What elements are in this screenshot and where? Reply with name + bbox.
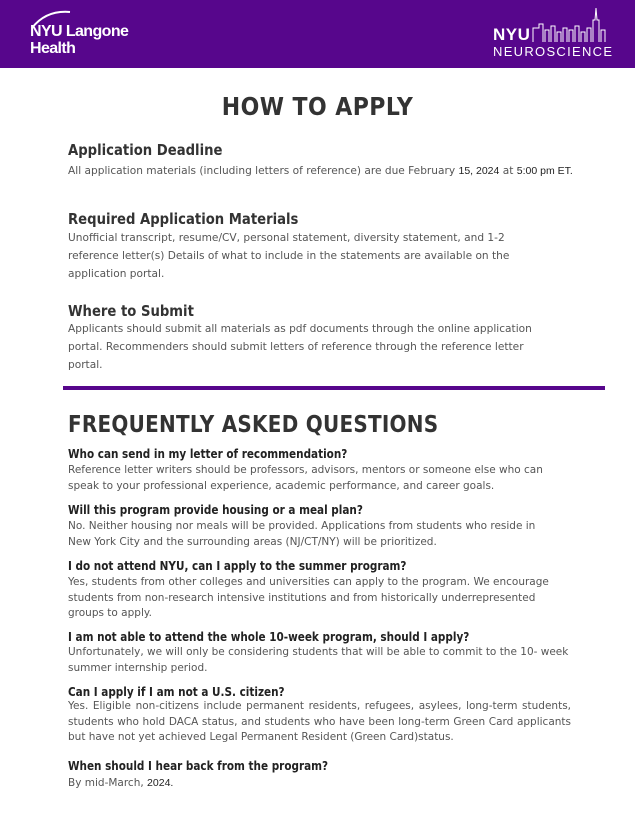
logo-neuroscience-text: NEUROSCIENCE [493,44,614,59]
faq-question-4: I am not able to attend the whole 10-week program, should I apply? [68,630,470,644]
application-deadline-text [68,162,573,180]
deadline-date: 15, 2024 [458,165,500,177]
application-deadline-heading: Application Deadline [68,141,223,159]
faq-answer-5: Yes. Eligible non-citizens include permanent residents, refugees, asylees, long-term students, students who hold DACA status, and students who have been long-term Green Card applicants but have not yet achieved Legal Permanent Resident (Green Card)status. [68,700,571,743]
faq-answer-6-year: 2024. [147,777,174,789]
nyu-neuroscience-logo[interactable] [491,6,613,62]
required-materials-heading: Required Application Materials [68,210,299,228]
where-to-submit-heading: Where to Submit [68,302,194,320]
faq-answer-6 [68,776,568,792]
logo-nyu-text: NYU [493,25,531,44]
faq-answer-3: Yes, students from other colleges and universities can apply to the program. We encourage students from non-research intensive institutions and from historically underrepresented groups to apply. [68,576,549,619]
logo-text-line1: NYU Langone [30,23,129,40]
deadline-time: 5:00 pm ET. [516,165,573,177]
required-materials-text: Unofficial transcript, resume/CV, personal statement, diversity statement, and 1-2 reference letter(s) Details of what to include in the statements are available on the application portal. [68,232,510,280]
faq-question-5: Can I apply if I am not a U.S. citizen? [68,685,285,699]
faq-answer-2: No. Neither housing nor meals will be provided. Applications from students who reside in New York City and the surrounding areas (NJ/CT/NY) will be prioritized. [68,520,536,548]
faq-answer-6-prefix: By mid-March, [68,777,148,789]
faq-question-3: I do not attend NYU, can I apply to the summer program? [68,559,407,573]
faq-question-2: Will this program provide housing or a meal plan? [68,503,363,517]
logo-text-line2: Health [30,40,76,57]
header-banner [0,0,635,68]
faq-answer-4: Unfortunately, we will only be considering students that will be able to commit to the 10- week summer internship period. [68,646,569,674]
nyu-langone-health-logo[interactable] [22,10,142,60]
deadline-text-mid: at [499,165,517,177]
section-divider [63,386,605,390]
faq-heading: FREQUENTLY ASKED QUESTIONS [68,410,439,438]
where-to-submit-text: Applicants should submit all materials as pdf documents through the online application portal. Recommenders should submit letters of reference through the reference letter portal. [68,323,532,371]
faq-answer-1: Reference letter writers should be professors, advisors, mentors or someone else who can speak to your professional experience, academic performance, and career goals. [68,464,543,492]
faq-question-6: When should I hear back from the program? [68,759,329,773]
deadline-text-prefix: All application materials (including letters of reference) are due February [68,165,459,177]
skyline-icon [531,6,613,44]
faq-question-1: Who can send in my letter of recommendation? [68,447,348,461]
page-title: HOW TO APPLY [221,92,414,121]
